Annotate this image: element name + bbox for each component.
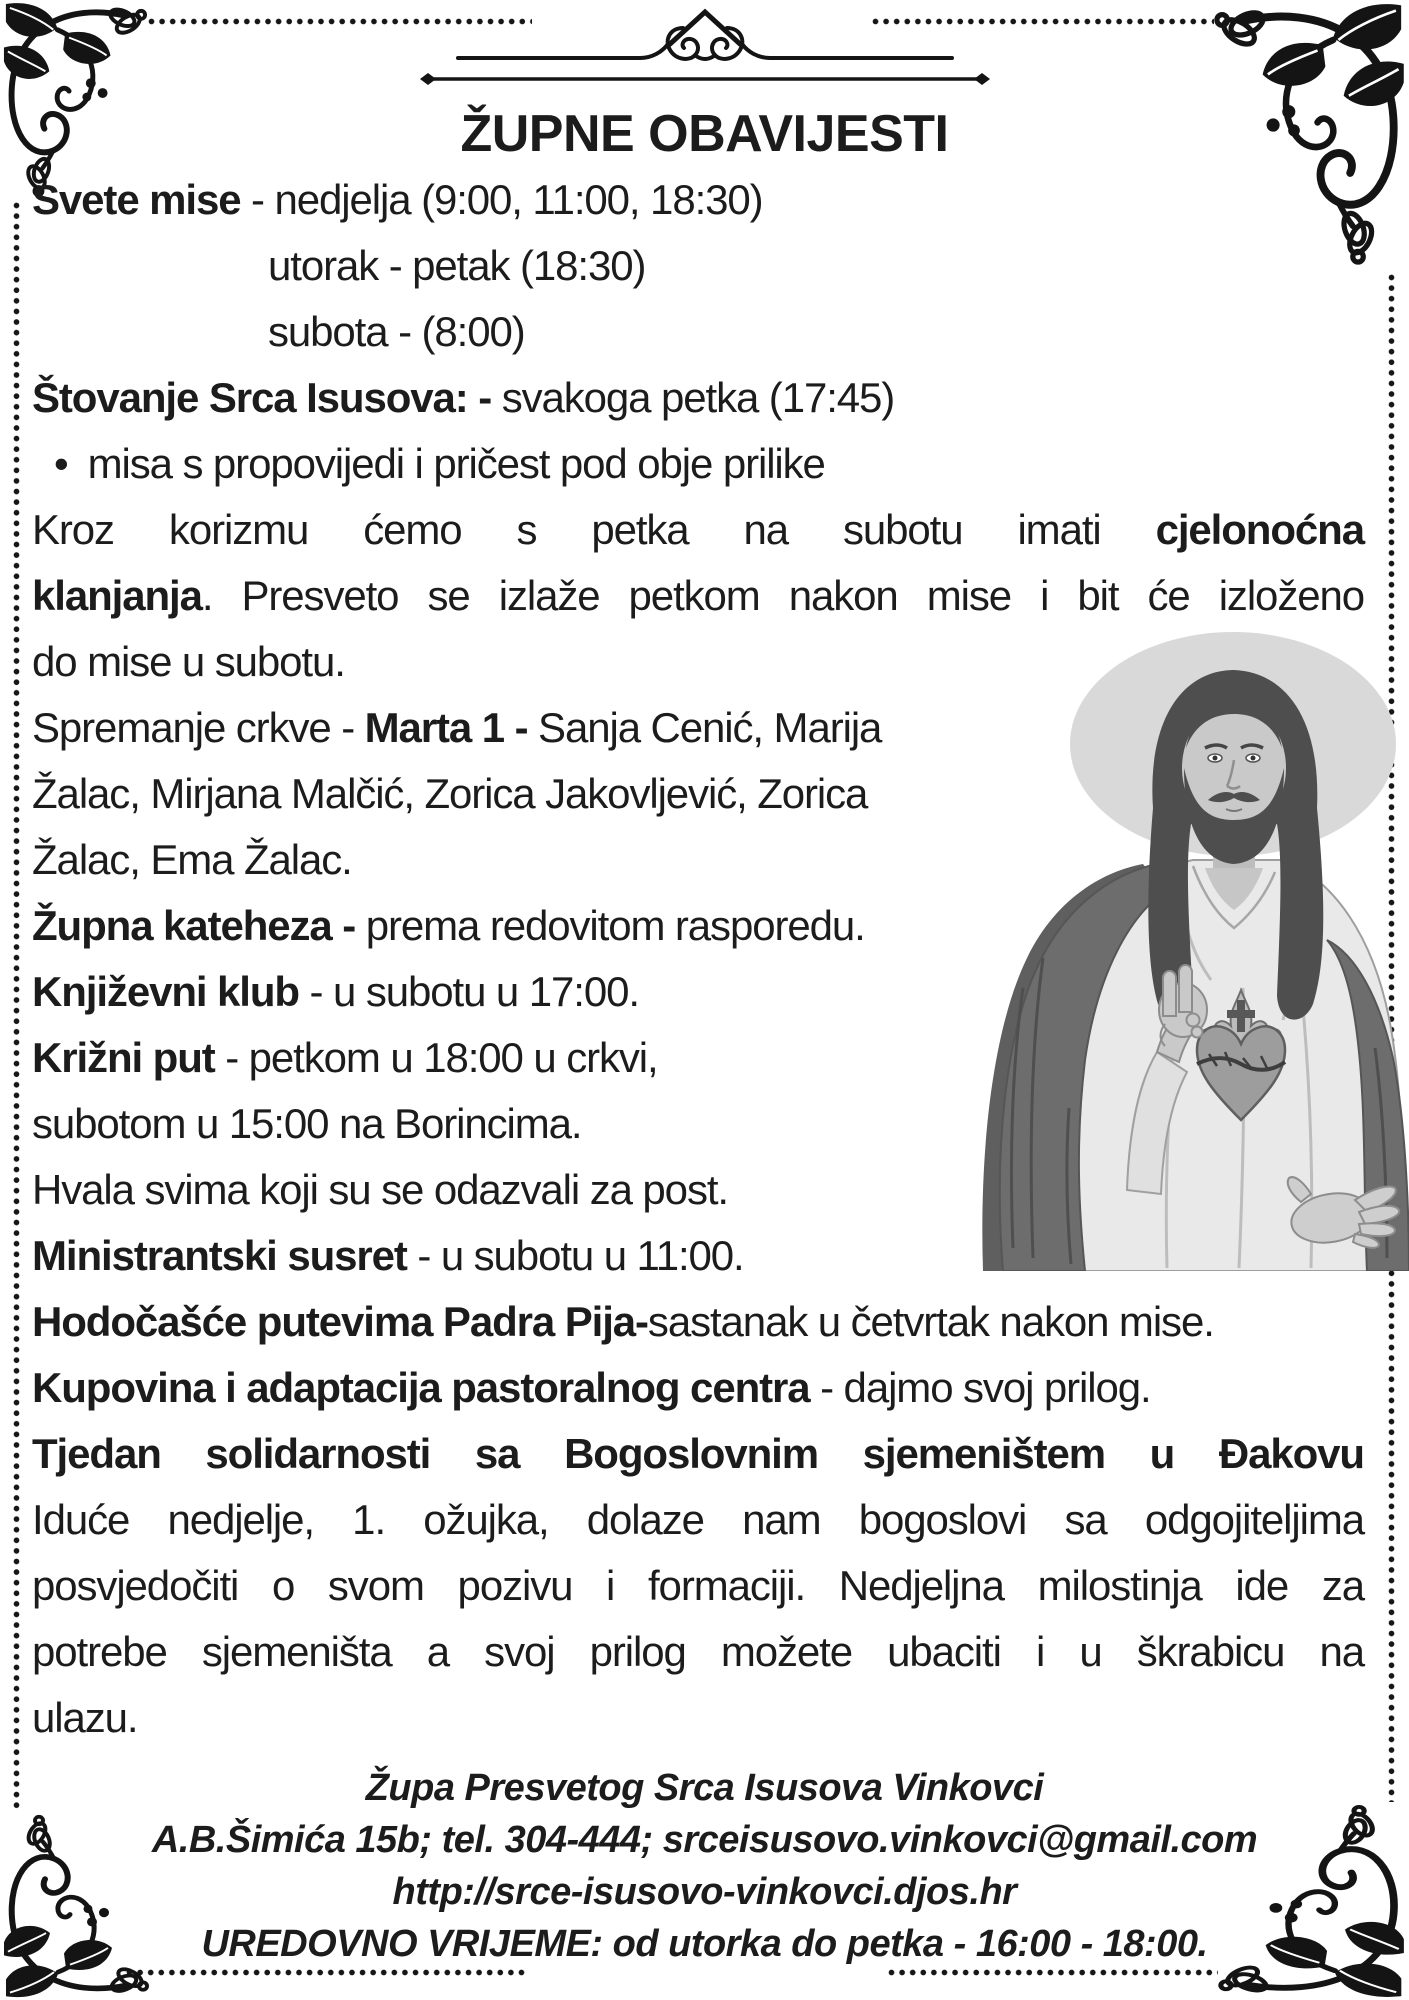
bulletin-line-mass-schedule <box>32 167 1364 233</box>
line-text: - nedjelja (9:00, 11:00, 18:30) <box>240 176 763 223</box>
line-bold-text: Književni klub <box>32 968 299 1015</box>
footer <box>0 1762 1409 1970</box>
line-bold-text: Tjedan solidarnosti sa Bogoslovnim sjemeništem u Đakovu <box>32 1430 1364 1477</box>
bulletin-line-seminarians-visit <box>32 1487 1364 1553</box>
bulletin-line-mass-schedule <box>32 299 1364 365</box>
line-text: ulazu. <box>32 1694 138 1741</box>
line-text: prema redovitom rasporedu. <box>355 902 865 949</box>
dotted-border-bottom-left <box>126 1969 526 1976</box>
scroll-and-rule-divider-icon <box>400 0 1010 95</box>
line-bold-text: Štovanje Srca Isusova: - <box>32 374 492 421</box>
footer-address-contact: A.B.Šimića 15b; tel. 304-444; srceisusovo.vinkovci@gmail.com <box>151 1819 1258 1861</box>
line-text: sastanak u četvrtak nakon mise. <box>647 1298 1214 1345</box>
bulletin-line-mass-schedule <box>32 233 1364 299</box>
bulletin-line-pastoral-centre <box>32 1355 1364 1421</box>
line-bold-text: klanjanja <box>32 572 202 619</box>
line-bold-text: cjelonoćna <box>1155 506 1364 553</box>
line-text: - u subotu u 17:00. <box>298 968 639 1015</box>
line-text: - petkom u 18:00 u crkvi, <box>214 1034 658 1081</box>
line-text: Žalac, Ema Žalac. <box>32 836 352 883</box>
line-bold-text: Hodočašće putevima Padra Pija- <box>32 1298 648 1345</box>
line-text: - dajmo svoj prilog. <box>809 1364 1151 1411</box>
bulletin-line-sacred-heart-devotion <box>32 365 1364 431</box>
line-text: potrebe sjemeništa a svoj prilog možete ubaciti i u škrabicu na <box>32 1628 1364 1675</box>
bulletin-line-padre-pio-pilgrimage <box>32 1289 1364 1355</box>
line-text: Kroz korizmu ćemo s petka na subotu imati <box>32 506 1156 553</box>
line-bold-text: Križni put <box>32 1034 215 1081</box>
dotted-border-bottom-right <box>888 1969 1218 1976</box>
line-bold-text: Kupovina i adaptacija pastoralnog centra <box>32 1364 810 1411</box>
line-text: - u subotu u 11:00. <box>406 1232 744 1279</box>
dotted-border-left <box>13 202 20 1812</box>
line-text: Sanja Cenić, Marija <box>527 704 882 751</box>
bulletin-line-bullet-item <box>32 431 1364 497</box>
bulletin-line-lent-adoration <box>32 497 1364 563</box>
footer-website-url: http://srce-isusovo-vinkovci.djos.hr <box>392 1871 1017 1913</box>
bulletin-line-seminarians-visit <box>32 1553 1364 1619</box>
bullet-marker: • <box>54 440 68 487</box>
line-text: Spremanje crkve - <box>32 704 365 751</box>
footer-parish-name: Župa Presvetog Srca Isusova Vinkovci <box>365 1767 1044 1809</box>
bulletin-line-seminarians-visit <box>32 1619 1364 1685</box>
line-bold-text: Ministrantski susret <box>32 1232 407 1279</box>
bulletin-line-seminarians-visit <box>32 1685 1364 1751</box>
bulletin-line-solidarity-week <box>32 1421 1364 1487</box>
line-text: Iduće nedjelje, 1. ožujka, dolaze nam bogoslovi sa odgojiteljima <box>32 1496 1364 1543</box>
line-text: misa s propovijedi i pričest pod obje prilike <box>87 440 825 487</box>
line-text: svakoga petka (17:45) <box>491 374 895 421</box>
sacred-heart-of-jesus-illustration <box>943 628 1409 1271</box>
line-text: utorak - petak (18:30) <box>268 242 646 289</box>
footer-office-hours: UREDOVNO VRIJEME: od utorka do petka - 16:00 - 18:00. <box>201 1923 1208 1965</box>
line-text: Žalac, Mirjana Malčić, Zorica Jakovljević, Zorica <box>32 770 868 817</box>
bulletin-line-lent-adoration <box>32 563 1364 629</box>
line-bold-text: Svete mise <box>32 176 241 223</box>
line-text: posvjedočiti o svom pozivu i formaciji. Nedjeljna milostinja ide za <box>32 1562 1364 1609</box>
page-title: ŽUPNE OBAVIJESTI <box>460 105 949 163</box>
line-text: subota - (8:00) <box>268 308 525 355</box>
line-bold-text: Župna kateheza - <box>32 902 356 949</box>
line-text: subotom u 15:00 na Borincima. <box>32 1100 582 1147</box>
line-text: Hvala svima koji su se odazvali za post. <box>32 1166 728 1213</box>
line-bold-text: Marta 1 - <box>364 704 528 751</box>
line-text: do mise u subotu. <box>32 638 345 685</box>
line-text: . Presveto se izlaže petkom nakon mise i bit će izloženo <box>201 572 1364 619</box>
